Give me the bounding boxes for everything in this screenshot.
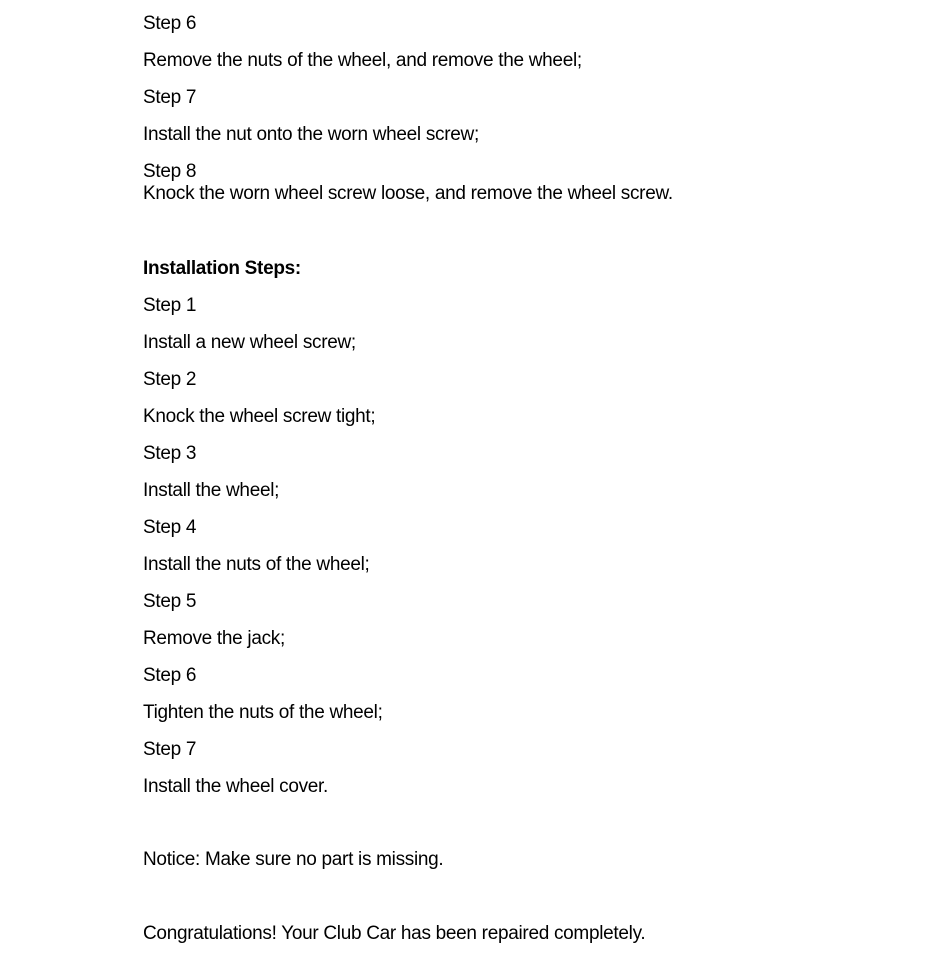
install-step-3-label: Step 3 bbox=[143, 443, 197, 464]
removal-step-6-label: Step 6 bbox=[143, 13, 197, 34]
removal-step-7-label: Step 7 bbox=[143, 87, 197, 108]
install-step-1-text: Install a new wheel screw; bbox=[143, 332, 356, 353]
install-step-7-label: Step 7 bbox=[143, 739, 197, 760]
removal-step-8-text: Knock the worn wheel screw loose, and remove the wheel screw. bbox=[143, 183, 673, 204]
install-step-5-label: Step 5 bbox=[143, 591, 197, 612]
install-step-2-text: Knock the wheel screw tight; bbox=[143, 406, 376, 427]
install-step-7-text: Install the wheel cover. bbox=[143, 776, 329, 797]
install-step-6-text: Tighten the nuts of the wheel; bbox=[143, 702, 383, 723]
removal-step-7-text: Install the nut onto the worn wheel screw; bbox=[143, 124, 479, 145]
install-step-4-label: Step 4 bbox=[143, 517, 197, 538]
install-step-5-text: Remove the jack; bbox=[143, 628, 285, 649]
install-step-3-text: Install the wheel; bbox=[143, 480, 280, 501]
install-step-4-text: Install the nuts of the wheel; bbox=[143, 554, 370, 575]
closing-text: Congratulations! Your Club Car has been repaired completely. bbox=[143, 923, 646, 944]
removal-step-6-text: Remove the nuts of the wheel, and remove the wheel; bbox=[143, 50, 582, 71]
install-step-1-label: Step 1 bbox=[143, 295, 197, 316]
notice-text: Notice: Make sure no part is missing. bbox=[143, 849, 444, 870]
install-step-2-label: Step 2 bbox=[143, 369, 197, 390]
removal-step-8-label: Step 8 bbox=[143, 161, 197, 182]
install-step-6-label: Step 6 bbox=[143, 665, 197, 686]
installation-heading: Installation Steps: bbox=[143, 258, 301, 279]
